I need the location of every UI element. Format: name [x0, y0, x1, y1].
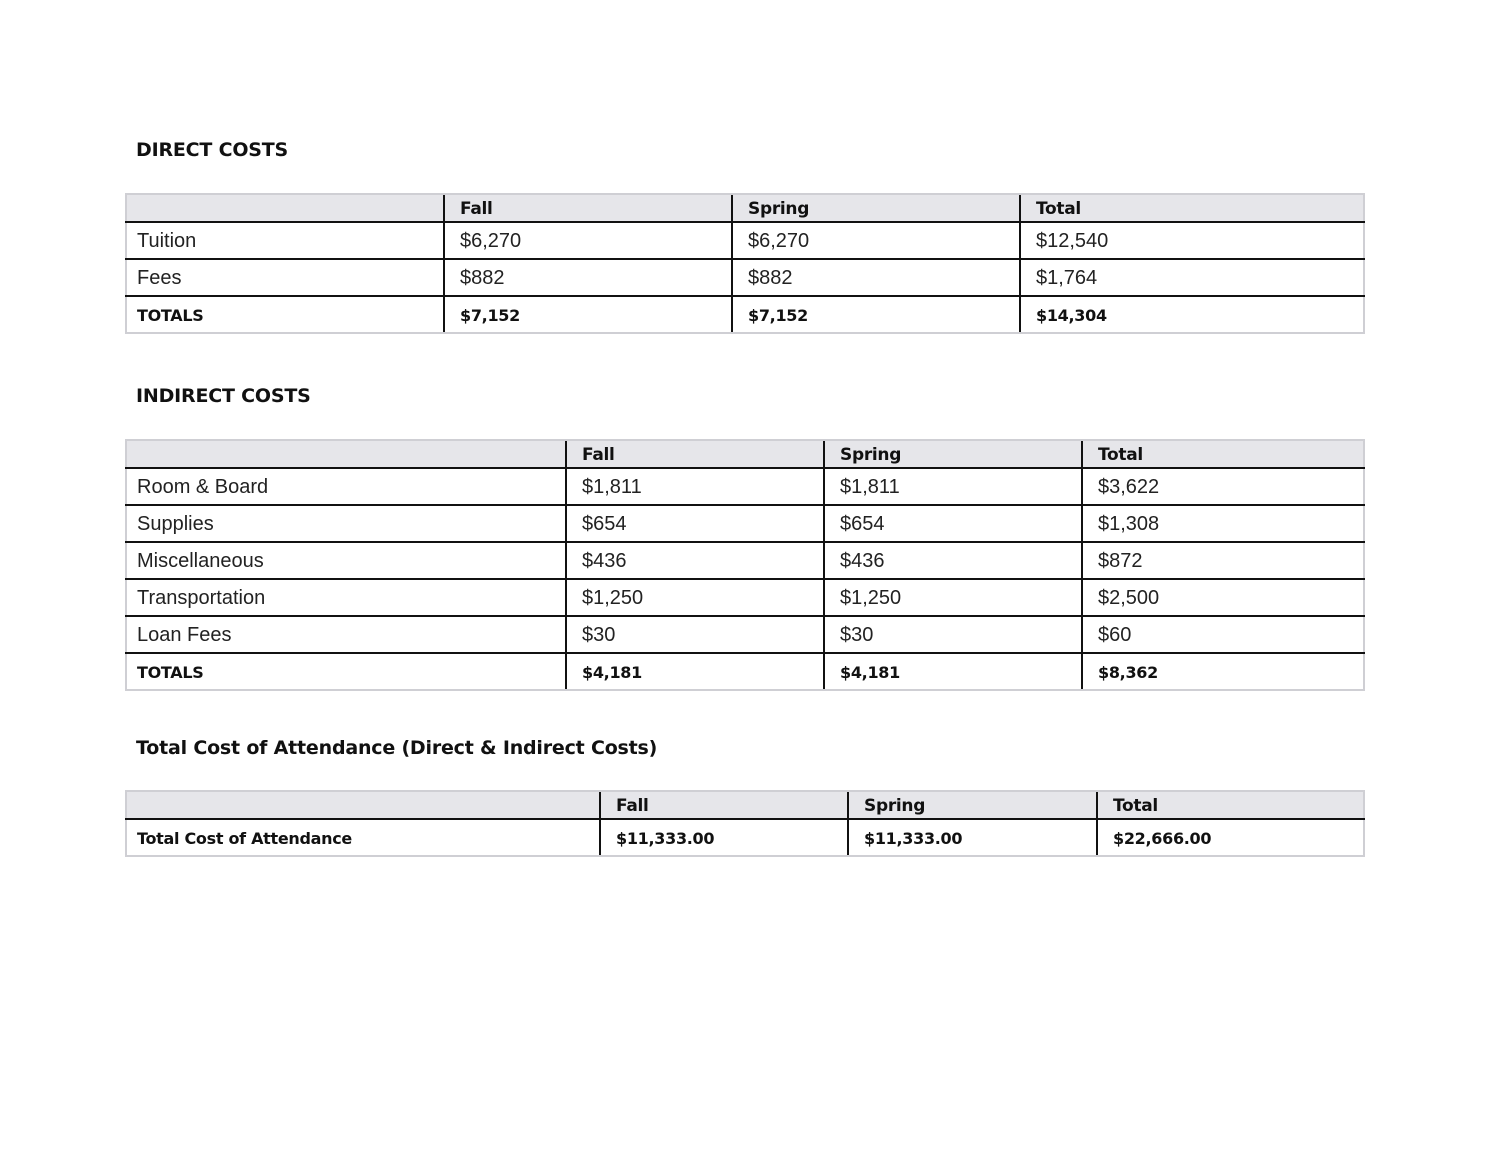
totals-total: $22,666.00 [1097, 819, 1364, 856]
header-label [126, 194, 444, 222]
fall-value: $654 [566, 505, 824, 542]
totals-spring: $4,181 [824, 653, 1082, 690]
spring-value: $654 [824, 505, 1082, 542]
header-fall: Fall [566, 440, 824, 468]
spring-value: $30 [824, 616, 1082, 653]
table-row [126, 542, 1364, 579]
fall-value: $30 [566, 616, 824, 653]
totals-spring: $11,333.00 [848, 819, 1097, 856]
header-total: Total [1082, 440, 1364, 468]
totals-label: TOTALS [126, 653, 566, 690]
row-label: Miscellaneous [126, 542, 566, 579]
row-label: Room & Board [126, 468, 566, 505]
totals-fall: $4,181 [566, 653, 824, 690]
header-fall: Fall [444, 194, 732, 222]
fall-value: $436 [566, 542, 824, 579]
row-label: Fees [126, 259, 444, 296]
table-row [126, 222, 1364, 259]
totals-row [126, 653, 1364, 690]
total-value: $60 [1082, 616, 1364, 653]
table-header-row [126, 194, 1364, 222]
fall-value: $1,811 [566, 468, 824, 505]
spring-value: $6,270 [732, 222, 1020, 259]
total-value: $1,764 [1020, 259, 1364, 296]
totals-fall: $11,333.00 [600, 819, 848, 856]
table-row [126, 616, 1364, 653]
header-fall: Fall [600, 791, 848, 819]
row-label: Tuition [126, 222, 444, 259]
row-label: Loan Fees [126, 616, 566, 653]
table-row [126, 468, 1364, 505]
totals-fall: $7,152 [444, 296, 732, 333]
direct-costs-title: DIRECT COSTS [136, 139, 288, 161]
header-label [126, 440, 566, 468]
table-header-row [126, 440, 1364, 468]
row-label: Supplies [126, 505, 566, 542]
attendance-table [125, 790, 1365, 857]
spring-value: $436 [824, 542, 1082, 579]
fall-value: $6,270 [444, 222, 732, 259]
totals-row [126, 296, 1364, 333]
table-header-row [126, 791, 1364, 819]
spring-value: $882 [732, 259, 1020, 296]
totals-label: Total Cost of Attendance [126, 819, 600, 856]
total-value: $1,308 [1082, 505, 1364, 542]
header-total: Total [1097, 791, 1364, 819]
header-label [126, 791, 600, 819]
total-value: $3,622 [1082, 468, 1364, 505]
total-value: $872 [1082, 542, 1364, 579]
totals-row [126, 819, 1364, 856]
fall-value: $882 [444, 259, 732, 296]
header-spring: Spring [732, 194, 1020, 222]
totals-label: TOTALS [126, 296, 444, 333]
indirect-costs-table [125, 439, 1365, 691]
spring-value: $1,250 [824, 579, 1082, 616]
table-row [126, 579, 1364, 616]
header-total: Total [1020, 194, 1364, 222]
fall-value: $1,250 [566, 579, 824, 616]
table-row [126, 505, 1364, 542]
indirect-costs-title: INDIRECT COSTS [136, 385, 311, 407]
attendance-title: Total Cost of Attendance (Direct & Indirect Costs) [136, 737, 658, 759]
header-spring: Spring [848, 791, 1097, 819]
row-label: Transportation [126, 579, 566, 616]
spring-value: $1,811 [824, 468, 1082, 505]
total-value: $2,500 [1082, 579, 1364, 616]
totals-total: $14,304 [1020, 296, 1364, 333]
totals-total: $8,362 [1082, 653, 1364, 690]
table-row [126, 259, 1364, 296]
direct-costs-table [125, 193, 1365, 334]
totals-spring: $7,152 [732, 296, 1020, 333]
header-spring: Spring [824, 440, 1082, 468]
total-value: $12,540 [1020, 222, 1364, 259]
